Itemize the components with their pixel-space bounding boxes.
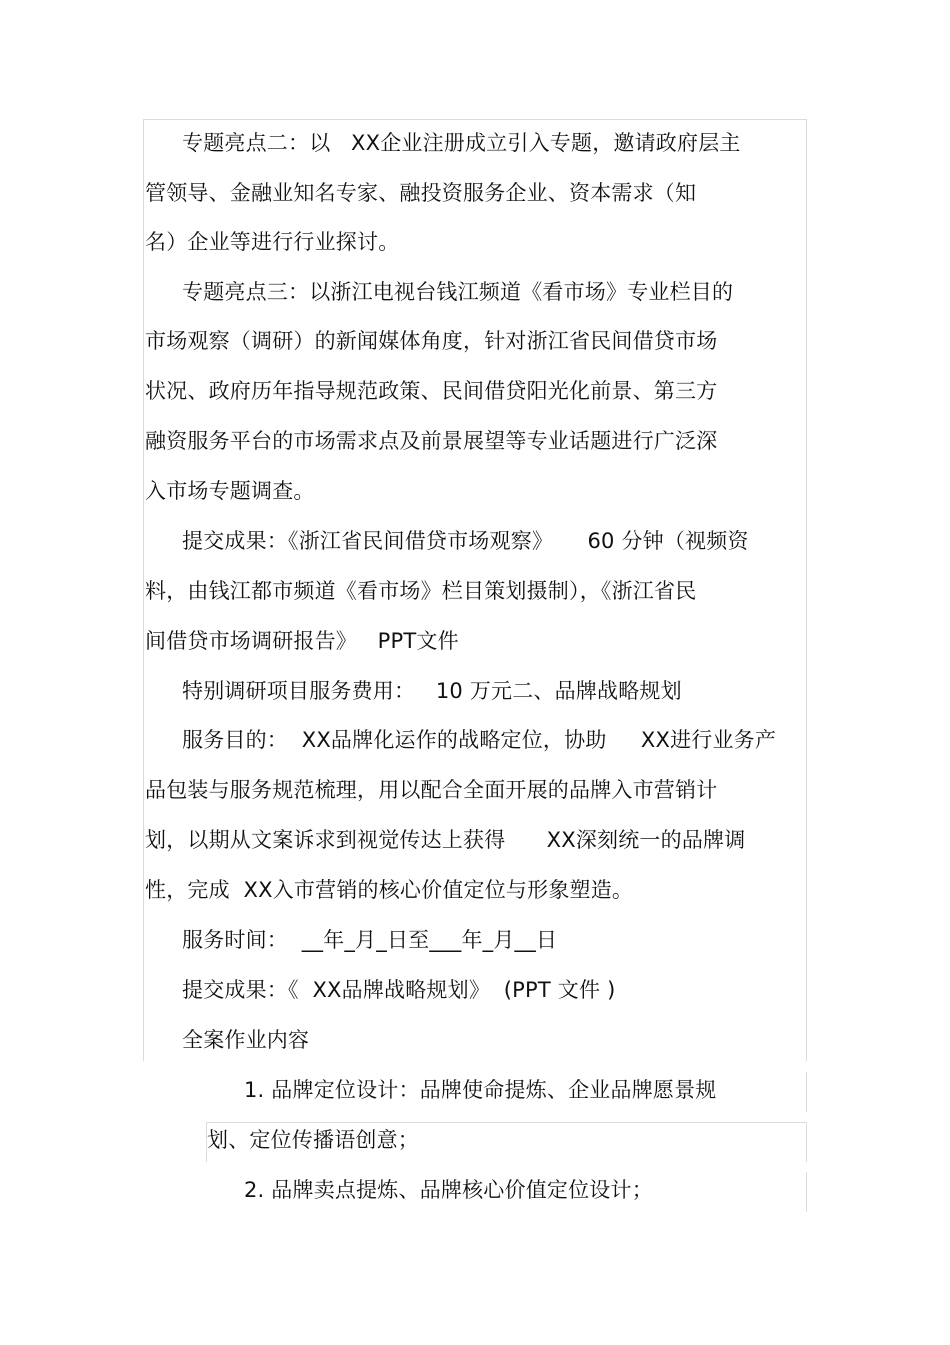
list-item-continuation: 划、定位传播语创意； bbox=[207, 1128, 419, 1152]
box3-right-line bbox=[806, 1172, 807, 1212]
text-line: 特别调研项目服务费用： 10 万元二、品牌战略规划 bbox=[182, 679, 682, 703]
box-right-line bbox=[806, 1072, 807, 1112]
text-line: 性，完成 XX入市营销的核心价值定位与形象塑造。 bbox=[145, 878, 634, 902]
frame-left-line bbox=[143, 119, 144, 1061]
text-line: 入市场专题调查。 bbox=[145, 479, 315, 503]
box2-right-line bbox=[806, 1122, 807, 1162]
text-line: 全案作业内容 bbox=[182, 1028, 310, 1052]
text-line: 划，以期从文案诉求到视觉传达上获得 XX深刻统一的品牌调 bbox=[145, 828, 746, 852]
text-line: 管领导、金融业知名专家、融投资服务企业、资本需求（知 bbox=[145, 181, 697, 205]
list-item: 1. 品牌定位设计：品牌使命提炼、企业品牌愿景规 bbox=[244, 1078, 717, 1102]
text-line: 名）企业等进行行业探讨。 bbox=[145, 230, 400, 254]
frame-right-line bbox=[806, 119, 807, 1061]
frame-top-line bbox=[143, 119, 807, 120]
text-line: 专题亮点三：以浙江电视台钱江频道《看市场》专业栏目的 bbox=[182, 280, 734, 304]
text-line: 料，由钱江都市频道《看市场》栏目策划摄制），《浙江省民 bbox=[145, 579, 697, 603]
text-line: 间借贷市场调研报告》 PPT文件 bbox=[145, 629, 459, 653]
text-line: 服务目的： XX品牌化运作的战略定位，协助 XX进行业务产 bbox=[182, 728, 777, 752]
text-line: 品包装与服务规范梳理，用以配合全面开展的品牌入市营销计 bbox=[145, 778, 718, 802]
text-line: 服务时间： __年_月_日至___年_月__日 bbox=[182, 928, 558, 952]
text-line: 状况、政府历年指导规范政策、民间借贷阳光化前景、第三方 bbox=[145, 379, 718, 403]
text-line: 提交成果：《浙江省民间借贷市场观察》 60 分钟（视频资 bbox=[182, 529, 749, 553]
text-line: 市场观察（调研）的新闻媒体角度，针对浙江省民间借贷市场 bbox=[145, 329, 718, 353]
text-line: 专题亮点二：以 XX企业注册成立引入专题，邀请政府层主 bbox=[182, 131, 741, 155]
box2-top-line bbox=[206, 1122, 807, 1123]
text-line: 提交成果：《 XX品牌战略规划》 (PPT 文件 ) bbox=[182, 978, 616, 1002]
list-item: 2. 品牌卖点提炼、品牌核心价值定位设计； bbox=[244, 1178, 653, 1202]
text-line: 融资服务平台的市场需求点及前景展望等专业话题进行广泛深 bbox=[145, 429, 718, 453]
